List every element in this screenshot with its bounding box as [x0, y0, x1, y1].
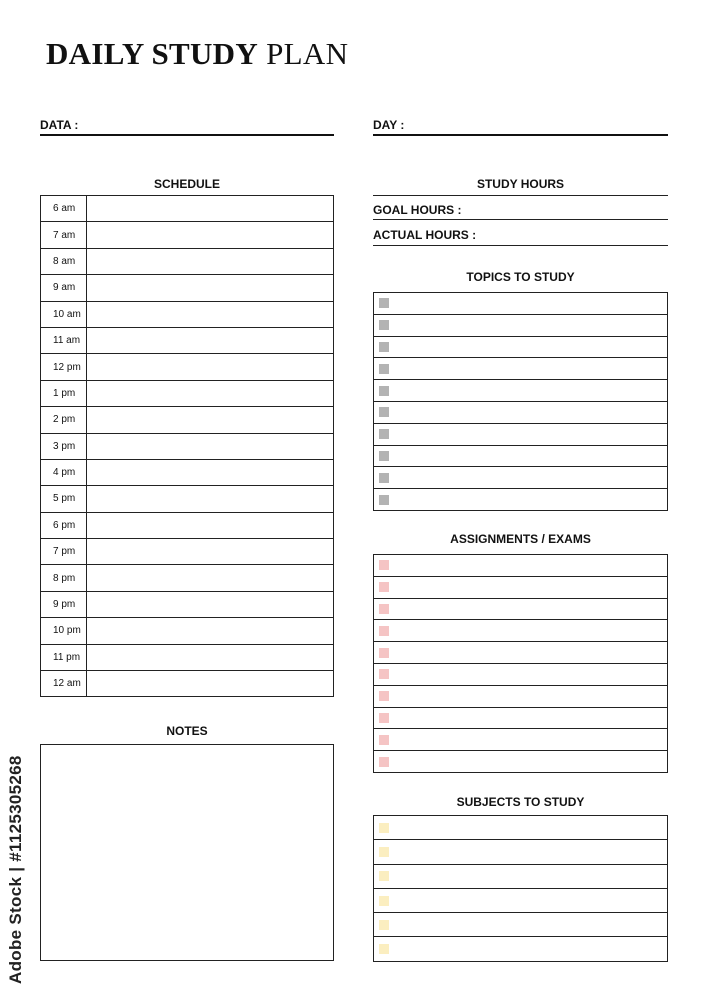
checkbox-icon[interactable]: [379, 847, 389, 857]
schedule-entry[interactable]: [87, 486, 334, 512]
schedule-row: [41, 354, 334, 380]
assignments-row: [374, 555, 668, 577]
topics-row: [374, 401, 668, 423]
checkbox-icon[interactable]: [379, 429, 389, 439]
schedule-time: 8 am: [41, 248, 87, 274]
schedule-time: 4 pm: [41, 459, 87, 485]
checkbox-icon[interactable]: [379, 582, 389, 592]
topics-title: TOPICS TO STUDY: [466, 270, 575, 284]
schedule-row: [41, 459, 334, 485]
checkbox-icon[interactable]: [379, 604, 389, 614]
schedule-entry[interactable]: [87, 196, 334, 222]
subjects-row: [374, 913, 668, 937]
checkbox-icon[interactable]: [379, 871, 389, 881]
assignments-row: [374, 642, 668, 664]
actual-hours-label: ACTUAL HOURS :: [373, 228, 477, 242]
schedule-row: [41, 433, 334, 459]
topics-row: [374, 380, 668, 402]
checkbox-icon[interactable]: [379, 823, 389, 833]
date-label: DATA :: [40, 118, 79, 132]
topics-entry[interactable]: [374, 467, 668, 489]
schedule-entry[interactable]: [87, 459, 334, 485]
schedule-row: [41, 591, 334, 617]
schedule-time: 8 pm: [41, 565, 87, 591]
notes-title: NOTES: [166, 724, 208, 738]
assignments-entry[interactable]: [374, 620, 668, 642]
actual-hours-field[interactable]: [373, 221, 668, 246]
schedule-time: 3 pm: [41, 433, 87, 459]
assignments-title: ASSIGNMENTS / EXAMS: [450, 532, 591, 546]
assignments-row: [374, 751, 668, 773]
subjects-entry[interactable]: [374, 840, 668, 864]
assignments-row: [374, 576, 668, 598]
checkbox-icon[interactable]: [379, 560, 389, 570]
schedule-entry[interactable]: [87, 301, 334, 327]
checkbox-icon[interactable]: [379, 495, 389, 505]
schedule-entry[interactable]: [87, 248, 334, 274]
assignments-table: [373, 554, 668, 773]
schedule-entry[interactable]: [87, 433, 334, 459]
schedule-entry[interactable]: [87, 671, 334, 697]
schedule-time: 5 pm: [41, 486, 87, 512]
assignments-entry[interactable]: [374, 576, 668, 598]
assignments-row: [374, 729, 668, 751]
subjects-row: [374, 888, 668, 912]
schedule-time: 7 pm: [41, 539, 87, 565]
checkbox-icon[interactable]: [379, 364, 389, 374]
schedule-entry[interactable]: [87, 618, 334, 644]
title-bold: DAILY STUDY: [46, 36, 259, 71]
topics-row: [374, 314, 668, 336]
subjects-entry[interactable]: [374, 913, 668, 937]
schedule-entry[interactable]: [87, 407, 334, 433]
schedule-time: 12 pm: [41, 354, 87, 380]
checkbox-icon[interactable]: [379, 473, 389, 483]
topics-entry[interactable]: [374, 293, 668, 315]
notes-area[interactable]: [40, 744, 334, 961]
assignments-entry[interactable]: [374, 642, 668, 664]
checkbox-icon[interactable]: [379, 713, 389, 723]
checkbox-icon[interactable]: [379, 407, 389, 417]
subjects-entry[interactable]: [374, 937, 668, 961]
topics-row: [374, 293, 668, 315]
topics-entry[interactable]: [374, 314, 668, 336]
subjects-entry[interactable]: [374, 864, 668, 888]
assignments-row: [374, 663, 668, 685]
schedule-time: 11 am: [41, 327, 87, 353]
schedule-entry[interactable]: [87, 327, 334, 353]
assignments-row: [374, 620, 668, 642]
assignments-row: [374, 685, 668, 707]
schedule-row: [41, 222, 334, 248]
subjects-row: [374, 840, 668, 864]
assignments-entry[interactable]: [374, 707, 668, 729]
topics-row: [374, 423, 668, 445]
day-label: DAY :: [373, 118, 405, 132]
assignments-entry[interactable]: [374, 663, 668, 685]
schedule-row: [41, 301, 334, 327]
schedule-time: 11 pm: [41, 644, 87, 670]
goal-hours-label: GOAL HOURS :: [373, 203, 462, 217]
schedule-time: 10 pm: [41, 618, 87, 644]
checkbox-icon[interactable]: [379, 757, 389, 767]
checkbox-icon[interactable]: [379, 626, 389, 636]
schedule-time: 12 am: [41, 671, 87, 697]
topics-entry[interactable]: [374, 423, 668, 445]
schedule-row: [41, 275, 334, 301]
schedule-row: [41, 565, 334, 591]
stock-watermark: Adobe Stock | #1125305268: [6, 755, 25, 984]
goal-hours-field[interactable]: [373, 195, 668, 220]
checkbox-icon[interactable]: [379, 386, 389, 396]
date-field[interactable]: [40, 112, 334, 136]
assignments-entry[interactable]: [374, 751, 668, 773]
checkbox-icon[interactable]: [379, 451, 389, 461]
subjects-row: [374, 937, 668, 961]
schedule-entry[interactable]: [87, 644, 334, 670]
page-title: [46, 36, 348, 72]
assignments-row: [374, 707, 668, 729]
topics-entry[interactable]: [374, 445, 668, 467]
assignments-entry[interactable]: [374, 729, 668, 751]
schedule-row: [41, 671, 334, 697]
schedule-title: SCHEDULE: [153, 177, 220, 191]
subjects-entry[interactable]: [374, 888, 668, 912]
schedule-time: 6 pm: [41, 512, 87, 538]
topics-entry[interactable]: [374, 401, 668, 423]
schedule-row: [41, 539, 334, 565]
checkbox-icon[interactable]: [379, 735, 389, 745]
schedule-table: [40, 195, 334, 697]
schedule-row: [41, 512, 334, 538]
topics-row: [374, 336, 668, 358]
topics-entry[interactable]: [374, 336, 668, 358]
checkbox-icon[interactable]: [379, 920, 389, 930]
checkbox-icon[interactable]: [379, 896, 389, 906]
schedule-row: [41, 644, 334, 670]
checkbox-icon[interactable]: [379, 669, 389, 679]
assignments-entry[interactable]: [374, 685, 668, 707]
schedule-entry[interactable]: [87, 539, 334, 565]
title-light: PLAN: [266, 36, 349, 71]
subjects-title: SUBJECTS TO STUDY: [456, 795, 585, 809]
checkbox-icon[interactable]: [379, 648, 389, 658]
schedule-entry[interactable]: [87, 591, 334, 617]
schedule-row: [41, 380, 334, 406]
schedule-entry[interactable]: [87, 512, 334, 538]
schedule-time: 9 am: [41, 275, 87, 301]
topics-table: [373, 292, 668, 511]
schedule-entry[interactable]: [87, 222, 334, 248]
checkbox-icon[interactable]: [379, 342, 389, 352]
schedule-row: [41, 248, 334, 274]
topics-entry[interactable]: [374, 380, 668, 402]
topics-row: [374, 358, 668, 380]
study-hours-title: STUDY HOURS: [476, 177, 565, 191]
subjects-entry[interactable]: [374, 816, 668, 840]
subjects-row: [374, 864, 668, 888]
schedule-time: 6 am: [41, 196, 87, 222]
topics-row: [374, 445, 668, 467]
schedule-time: 1 pm: [41, 380, 87, 406]
schedule-row: [41, 196, 334, 222]
day-field[interactable]: [373, 112, 668, 136]
assignments-entry[interactable]: [374, 555, 668, 577]
schedule-time: 9 pm: [41, 591, 87, 617]
schedule-row: [41, 618, 334, 644]
schedule-row: [41, 407, 334, 433]
checkbox-icon[interactable]: [379, 320, 389, 330]
schedule-row: [41, 486, 334, 512]
schedule-entry[interactable]: [87, 565, 334, 591]
checkbox-icon[interactable]: [379, 944, 389, 954]
schedule-time: 10 am: [41, 301, 87, 327]
schedule-time: 7 am: [41, 222, 87, 248]
topics-entry[interactable]: [374, 489, 668, 511]
schedule-time: 2 pm: [41, 407, 87, 433]
topics-entry[interactable]: [374, 358, 668, 380]
assignments-entry[interactable]: [374, 598, 668, 620]
schedule-row: [41, 327, 334, 353]
schedule-entry[interactable]: [87, 275, 334, 301]
checkbox-icon[interactable]: [379, 298, 389, 308]
assignments-row: [374, 598, 668, 620]
checkbox-icon[interactable]: [379, 691, 389, 701]
schedule-entry[interactable]: [87, 380, 334, 406]
subjects-table: [373, 815, 668, 962]
subjects-row: [374, 816, 668, 840]
topics-row: [374, 489, 668, 511]
topics-row: [374, 467, 668, 489]
schedule-entry[interactable]: [87, 354, 334, 380]
